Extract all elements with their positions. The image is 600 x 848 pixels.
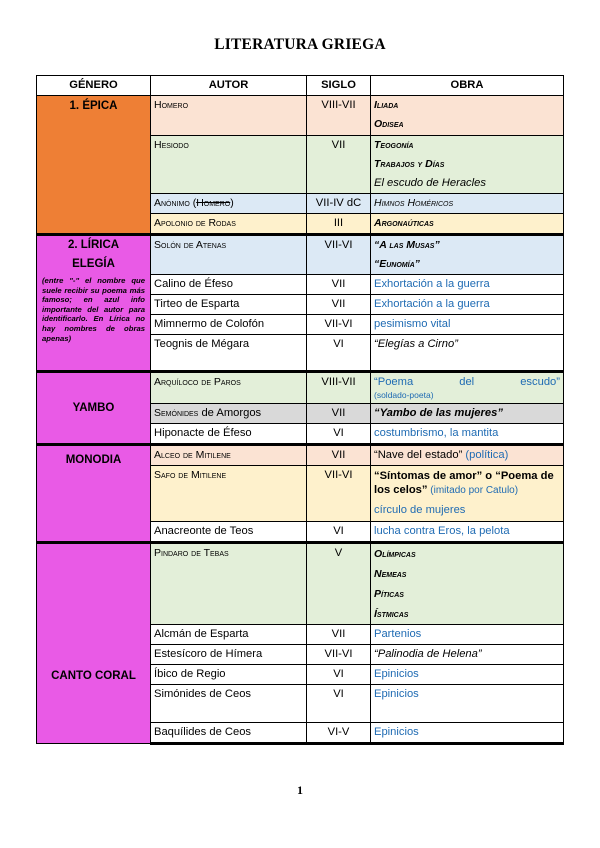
genre-lirica: 2. LÍRICA ELEGÍA (entre "-" el nombre que suele recibir su poema más famoso; en azul info importante del autor para identificarlo. En Lírica no hay nombres de obras apenas) bbox=[37, 235, 151, 372]
header-genero: GÉNERO bbox=[37, 76, 151, 96]
siglo-cell: VII-VI bbox=[307, 645, 371, 665]
siglo-cell: VI-V bbox=[307, 723, 371, 744]
obra-cell: Teogonía Trabajos y Días El escudo de Heracles bbox=[371, 136, 564, 194]
table-row bbox=[37, 372, 564, 404]
obra-cell: Exhortación a la guerra bbox=[371, 295, 564, 315]
obra-cell: Epinicios bbox=[371, 685, 564, 723]
lirica-note: (entre "-" el nombre que suele recibir su poema más famoso; en azul info importante del autor para identificarlo. En Lírica no hay nombres de obras apenas) bbox=[42, 276, 145, 343]
obra-cell: Partenios bbox=[371, 625, 564, 645]
siglo-cell: VII-VI bbox=[307, 235, 371, 275]
autor-cell: Apolonio de Rodas bbox=[151, 214, 307, 235]
autor-cell: Íbico de Regio bbox=[151, 665, 307, 685]
autor-cell: Anacreonte de Teos bbox=[151, 522, 307, 543]
siglo-cell: VII-IV dC bbox=[307, 194, 371, 214]
siglo-cell: VII bbox=[307, 275, 371, 295]
siglo-cell: VI bbox=[307, 424, 371, 445]
autor-cell: Simónides de Ceos bbox=[151, 685, 307, 723]
obra-cell: lucha contra Eros, la pelota bbox=[371, 522, 564, 543]
obra-cell: “Poema del escudo” (soldado-poeta) bbox=[371, 372, 564, 404]
siglo-cell: VI bbox=[307, 685, 371, 723]
siglo-cell: VII bbox=[307, 295, 371, 315]
autor-cell: Solón de Atenas bbox=[151, 235, 307, 275]
autor-cell: Anónimo (Homero) bbox=[151, 194, 307, 214]
literature-table bbox=[36, 75, 564, 745]
table-row bbox=[37, 543, 564, 625]
siglo-cell: VI bbox=[307, 335, 371, 372]
siglo-cell: VII bbox=[307, 136, 371, 194]
obra-cell: Epinicios bbox=[371, 665, 564, 685]
obra-cell: “Palinodia de Helena” bbox=[371, 645, 564, 665]
autor-cell: Calino de Éfeso bbox=[151, 275, 307, 295]
autor-cell: Homero bbox=[151, 96, 307, 136]
autor-cell: Hiponacte de Éfeso bbox=[151, 424, 307, 445]
obra-cell: Argonaúticas bbox=[371, 214, 564, 235]
autor-cell: Arquíloco de Paros bbox=[151, 372, 307, 404]
table-row bbox=[37, 445, 564, 466]
genre-monodia: MONODIA bbox=[37, 445, 151, 543]
siglo-cell: VII-VI bbox=[307, 466, 371, 522]
autor-cell: Teognis de Mégara bbox=[151, 335, 307, 372]
autor-cell: Baquílides de Ceos bbox=[151, 723, 307, 744]
siglo-cell: VIII-VII bbox=[307, 372, 371, 404]
siglo-cell: VII-VI bbox=[307, 315, 371, 335]
header-autor: AUTOR bbox=[151, 76, 307, 96]
header-siglo: SIGLO bbox=[307, 76, 371, 96]
autor-cell: Safo de Mitilene bbox=[151, 466, 307, 522]
siglo-cell: VII bbox=[307, 404, 371, 424]
obra-cell: pesimismo vital bbox=[371, 315, 564, 335]
autor-cell: Hesiodo bbox=[151, 136, 307, 194]
siglo-cell: VI bbox=[307, 522, 371, 543]
siglo-cell: VIII-VII bbox=[307, 96, 371, 136]
obra-cell: Exhortación a la guerra bbox=[371, 275, 564, 295]
autor-cell: Mimnermo de Colofón bbox=[151, 315, 307, 335]
obra-cell: “Yambo de las mujeres” bbox=[371, 404, 564, 424]
siglo-cell: VII bbox=[307, 445, 371, 466]
obra-cell: Iliada Odisea bbox=[371, 96, 564, 136]
page-title: LITERATURA GRIEGA bbox=[214, 36, 386, 53]
obra-cell: “A las Musas” “Eunomía” bbox=[371, 235, 564, 275]
autor-cell: Estesícoro de Hímera bbox=[151, 645, 307, 665]
genre-yambo: YAMBO bbox=[37, 372, 151, 445]
obra-cell: “Nave del estado” (política) bbox=[371, 445, 564, 466]
obra-cell: Himnos Homéricos bbox=[371, 194, 564, 214]
autor-cell: Semónides de Amorgos bbox=[151, 404, 307, 424]
obra-cell: Olímpicas Nemeas Píticas Ístmicas bbox=[371, 543, 564, 625]
siglo-cell: VI bbox=[307, 665, 371, 685]
siglo-cell: V bbox=[307, 543, 371, 625]
obra-cell: “Síntomas de amor” o “Poema de los celos” (imitado por Catulo) círculo de mujeres bbox=[371, 466, 564, 522]
page-number: 1 bbox=[297, 783, 303, 797]
genre-canto-coral: CANTO CORAL bbox=[37, 543, 151, 744]
genre-epica: 1. ÉPICA bbox=[37, 96, 151, 235]
table-header-row bbox=[37, 76, 564, 96]
obra-cell: costumbrismo, la mantita bbox=[371, 424, 564, 445]
autor-cell: Alceo de Mitilene bbox=[151, 445, 307, 466]
siglo-cell: VII bbox=[307, 625, 371, 645]
table-row bbox=[37, 96, 564, 136]
autor-cell: Pindaro de Tebas bbox=[151, 543, 307, 625]
header-obra: OBRA bbox=[371, 76, 564, 96]
obra-cell: “Elegías a Cirno” bbox=[371, 335, 564, 372]
siglo-cell: III bbox=[307, 214, 371, 235]
table-row bbox=[37, 235, 564, 275]
obra-cell: Epinicios bbox=[371, 723, 564, 744]
autor-cell: Alcmán de Esparta bbox=[151, 625, 307, 645]
autor-cell: Tirteo de Esparta bbox=[151, 295, 307, 315]
